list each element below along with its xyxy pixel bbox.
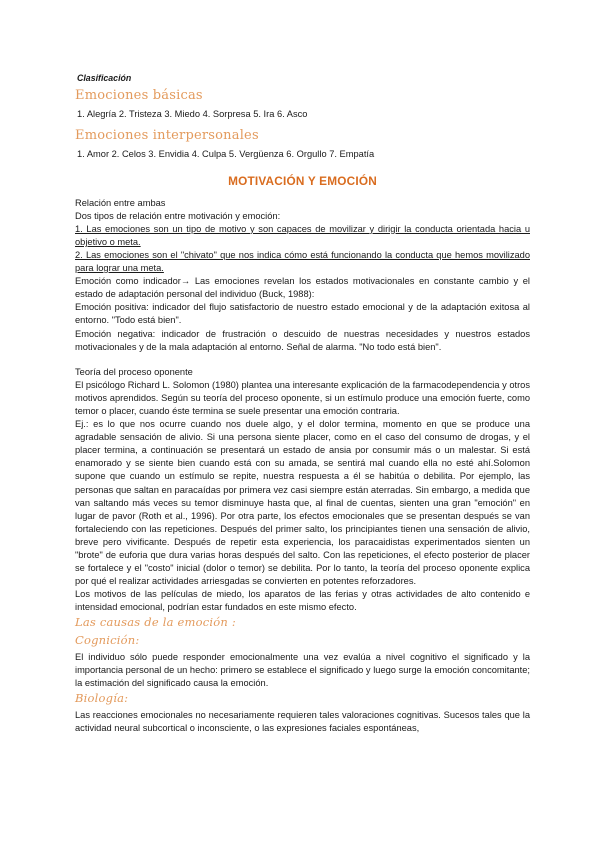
- cognition-heading: Cognición:: [75, 632, 140, 647]
- basic-emotions-heading: Emociones básicas: [75, 88, 203, 104]
- document-page: [75, 72, 530, 735]
- cognition-paragraph: El individuo sólo puede responder emocionalmente una vez evalúa a nivel cognitivo el significado y la importancia personal de un hecho: primero se establece el significado y luego surge la emoción concomitante; la estimación del significado causa la emoción.: [75, 651, 530, 688]
- relation-item-2: 2. Las emociones son el "chivato" que nos indica cómo está funcionando la conducta que hemos movilizado para lograr una meta.: [75, 249, 530, 274]
- classification-label: Clasificación: [77, 73, 132, 83]
- negative-emotion-paragraph: Emoción negativa: indicador de frustración o descuido de nuestras necesidades y nuestros estados motivacionales y de la mala adaptación al entorno. Señal de alarma. "No todo está bien".: [75, 328, 530, 352]
- opponent-process-heading: Teoría del proceso oponente: [75, 366, 193, 377]
- biology-heading: Biología:: [75, 690, 129, 705]
- basic-emotions-list: 1. Alegría 2. Tristeza 3. Miedo 4. Sorpresa 5. Ira 6. Asco: [77, 109, 308, 120]
- causes-heading: Las causas de la emoción :: [75, 615, 236, 630]
- opponent-paragraph-3: Los motivos de las películas de miedo, los aparatos de las ferias y otras actividades de alto contenido e intensidad emocional, podrían estar fundados en este mismo efecto.: [75, 589, 530, 613]
- relation-heading: Relación entre ambas: [75, 197, 166, 208]
- emotion-indicator-paragraph: Emoción como indicador→ Las emociones revelan los estados motivacionales en constante cambio y el estado de adaptación personal del individuo (Buck, 1988):: [75, 276, 530, 300]
- positive-emotion-paragraph: Emoción positiva: indicador del flujo satisfactorio de nuestro estado emocional y de la adaptación exitosa al entorno. "Todo está bien".: [75, 302, 530, 326]
- interpersonal-emotions-list: 1. Amor 2. Celos 3. Envidia 4. Culpa 5. Vergüenza 6. Orgullo 7. Empatía: [77, 149, 375, 160]
- interpersonal-emotions-heading: Emociones interpersonales: [75, 128, 259, 144]
- opponent-paragraph-2: Ej.: es lo que nos ocurre cuando nos duele algo, y el dolor termina, momento en que se produce una agradable sensación de alivio. Si una persona siente placer, como en el caso del consumo de drogas, y el placer termina, a continuación se presentará un estado de ansia por consumir más o un malestar. Si está enamorado y se siente bien cuando está con su amada, se sentirá mal cuando ella no esté ahí.Solomon supone que cuando un estímulo se repite, nuestra respuesta a él se habitúa o debilita. Por ejemplo, las personas que saltan en paracaídas por primera vez casi siempre están aterradas. Sin embargo, a medida que van saltando más veces su temor disminuye hasta que, al final de cuentas, sienten una gran "emoción" en lugar de pavor (Roth et al., 1996). Por otra parte, los efectos emocionales que se presentan después se van fortaleciendo con las repeticiones. Después del primer salto, los principiantes tienen una sensación de alivio, breve pero vivificante. Después de repetir esta experiencia, los paracaidistas experimentados sienten un "brote" de euforia que dura varias horas después del salto. Con las repeticiones, el efecto posterior de placer se fortalece y el "costo" inicial (dolor o temor) se debilita. Por lo tanto, la teoría del proceso oponente explica por qué el realizar actividades arriesgadas se convierten en potentes reforzadores.: [75, 419, 530, 587]
- relation-item-1: 1. Las emociones son un tipo de motivo y son capaces de movilizar y dirigir la conducta orientada hacia u objetivo o meta.: [75, 223, 530, 247]
- relation-subheading: Dos tipos de relación entre motivación y emoción:: [75, 210, 281, 221]
- opponent-paragraph-1: El psicólogo Richard L. Solomon (1980) plantea una interesante explicación de la farmacodependencia y otros motivos aprendidos. Según su teoría del proceso oponente, si un estímulo produce una emoción fuerte, como temor o placer, cuando éste termina se suele presentar una emoción contraria.: [75, 379, 530, 416]
- page-title: MOTIVACIÓN Y EMOCIÓN: [228, 174, 377, 189]
- biology-paragraph: Las reacciones emocionales no necesariamente requieren tales valoraciones cognitivas. Sucesos tales que la actividad neural subcortical o inconsciente, o las expresiones faciales espontáneas,: [75, 710, 530, 734]
